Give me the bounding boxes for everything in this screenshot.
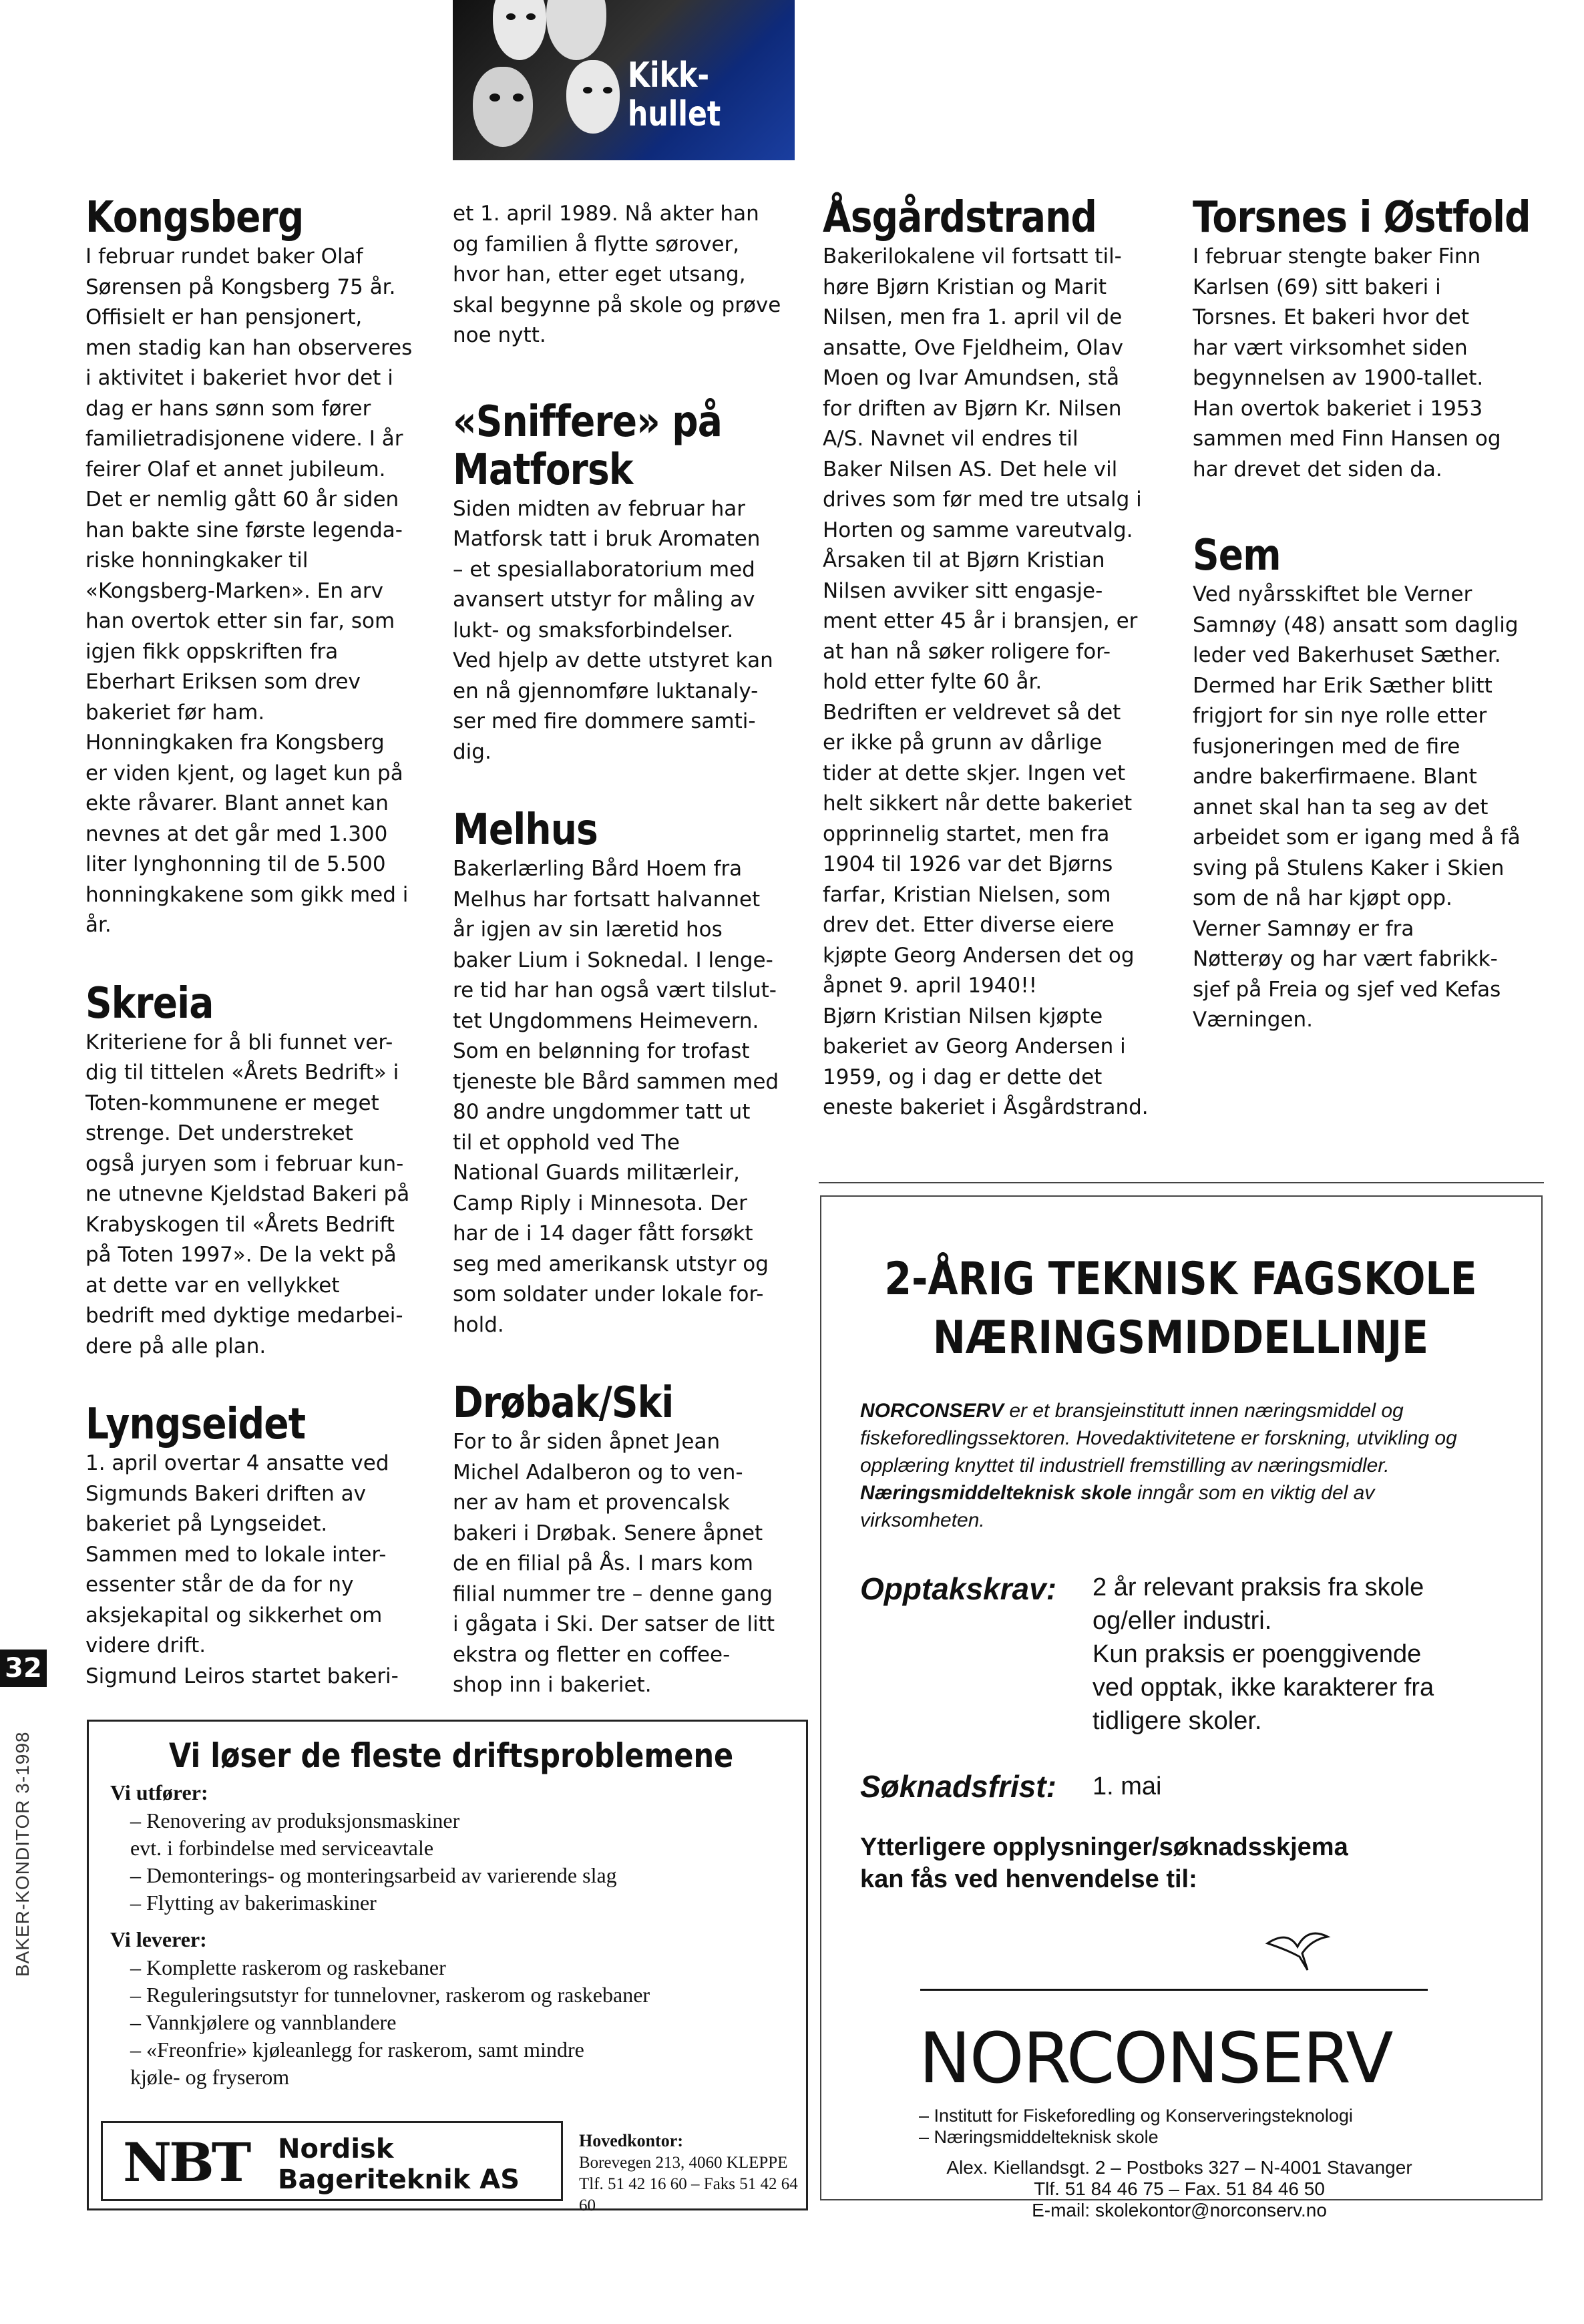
nbt-phone: Tlf. 51 42 16 60 – Faks 51 42 64 60	[579, 2175, 798, 2214]
kongsberg-heading: Kongsberg	[85, 193, 304, 242]
divider	[819, 1182, 1544, 1183]
nbt-office-info	[579, 2130, 806, 2216]
intro-text: er et bransjeinstitutt innen næringsmiddel og fiskeforedlingssektoren. Hovedaktivitetene er forskning, utvikling og opplæring knyttet til industriell fremstilling av næringsmidler.	[860, 1400, 1457, 1477]
school-name: Næringsmiddelteknisk skole	[860, 1482, 1132, 1504]
sem-heading: Sem	[1193, 531, 1281, 580]
list-item: – Demonterings- og monteringsarbeid av varierende slag	[130, 1863, 617, 1887]
page-number: 32	[0, 1650, 47, 1687]
column-3	[823, 194, 1170, 1123]
norconserv-logo: NORCONSERV	[919, 2017, 1392, 2099]
list-item: – Vannkjølere og vannblandere	[130, 2010, 397, 2034]
sniffere-text: Siden midten av februar har Matforsk tatt i bruk Aromaten – et spesiallaboratorium med avansert utstyr for måling av lukt- og smaksforbindelser. Ved hjelp av dette utstyret kan en nå gjennomføre luktanaly- ser med fire dommere samti- dig.	[453, 496, 773, 764]
mask-image	[493, 0, 546, 60]
mask-image	[546, 0, 606, 60]
nbt-ad-title: Vi løser de fleste driftsproblemene	[169, 1736, 734, 1775]
norconserv-advertisement	[833, 1210, 1528, 2220]
mask-image	[473, 67, 533, 147]
nbt-office-label: Hovedkontor:	[579, 2131, 683, 2150]
lyngseidet-text: 1. april overtar 4 ansatte ved Sigmunds Bakeri driften av bakeriet på Lyngseidet. Sammen med to lokale inter- essenter står de da for ny aksjekapital og sikkerhet om videre drift. Sigmund Leiros startet bakeri-	[85, 1451, 399, 1688]
more-info: Ytterligere opplysninger/søknadsskjema kan fås ved henvendelse til:	[860, 1833, 1348, 1893]
kikkhullet-header	[453, 0, 795, 160]
drobak-text: For to år siden åpnet Jean Michel Adalberon og to ven- ner av ham et provencalsk bakeri i Drøbak. Senere åpnet de en filial på Ås. I mars kom filial nummer tre – denne gang i gågata i Ski. Der satser de litt ekstra og fletter en coffee- shop inn i bakeriet.	[453, 1430, 775, 1697]
asgardstrand-text: Bakerilokalene vil fortsatt til- høre Bjørn Kristian og Marit Nilsen, men fra 1. april vil de ansatte, Ove Fjeldheim, Olav Moen og Ivar Amundsen, stå for driften av Bjørn Kr. Nilsen A/S. Navnet vil endres til Baker Nilsen AS. Det hele vil drives som før med tre utsalg i Horten og samme vareutvalg. Årsaken til at Bjørn Kristian Nilsen avviker sitt engasje- ment etter 45 år i bransjen, er at han nå søker roligere for- hold etter fylte 60 år. Bedriften er veldrevet så det er ikke på grunn av dårlige tider at dette skjer. Ingen vet helt sikkert når dette bakeriet opprinnelig startet, men fra 1904 til 1926 var det Bjørns farfar, Kristian Nielsen, som drev det. Etter diverse eiere kjøpte Georg Andersen det og åpnet 9. april 1940!! Bjørn Kristian Nilsen kjøpte bakeriet av Georg Andersen i 1959, og i dag er dette det eneste bakeriet i Åsgårdstrand.	[823, 244, 1149, 1119]
mask-image	[566, 60, 620, 134]
intro-text: inngår som en viktig del av virksomheten.	[860, 1482, 1375, 1531]
deadline-label: Søknadsfrist:	[860, 1769, 1056, 1804]
sem-text: Ved nyårsskiftet ble Verner Samnøy (48) ansatt som daglig leder ved Bakerhuset Sæther. Dermed har Erik Sæther blitt frigjort for sin nye rolle etter fusjoneringen med de fire andre bakerfirmaene. Blant annet skal han ta seg av det arbeidet som er igang med å få sving på Stulens Kaker i Skien som de nå har kjøpt opp. Verner Samnøy er fra Nøtterøy og har vært fabrikk- sjef på Freia og sjef ved Kefas Værningen.	[1193, 582, 1521, 1032]
deadline-value: 1. mai	[1093, 1772, 1162, 1800]
torsnes-text: I februar stengte baker Finn Karlsen (69) sitt bakeri i Torsnes. Et bakeri hvor det har vært virksomhet siden begynnelsen av 1900-tallet. Han overtok bakeriet i 1953 sammen med Finn Hansen og har drevet det siden da.	[1193, 244, 1501, 481]
mask-eye	[506, 13, 516, 20]
torsnes-heading: Torsnes i Østfold	[1193, 193, 1531, 242]
asgardstrand-heading: Åsgårdstrand	[823, 193, 1097, 242]
nbt-company-name: Nordisk Bageriteknik AS	[278, 2134, 520, 2195]
lyngseidet-continued: et 1. april 1989. Nå akter han og familien å flytte sørover, hvor han, etter eget utsang, skal begynne på skole og prøve noe nytt.	[453, 202, 781, 347]
nbt-supplies-label: Vi leverer:	[110, 1927, 207, 1951]
skreia-heading: Skreia	[85, 978, 214, 1028]
norconserv-ad-title: 2-ÅRIG TEKNISK FAGSKOLE NÆRINGSMIDDELLINJE	[884, 1253, 1477, 1364]
nbt-logo-box	[101, 2121, 563, 2201]
divider	[920, 1989, 1428, 1991]
requirements-text: 2 år relevant praksis fra skole og/eller industri. Kun praksis er poenggivende ved opptak, ikke karakterer fra tidligere skoler.	[1093, 1573, 1434, 1735]
mask-eye	[583, 87, 592, 93]
list-item: – Reguleringsutstyr for tunnelovner, raskerom og raskebaner	[130, 1983, 650, 2007]
drobak-heading: Drøbak/Ski	[453, 1378, 674, 1428]
norconserv-subtitle: – Institutt for Fiskeforedling og Konserveringsteknologi – Næringsmiddelteknisk skole	[919, 2106, 1353, 2147]
sniffere-heading: «Sniffere» på Matforsk	[453, 397, 723, 495]
org-name: NORCONSERV	[860, 1400, 1004, 1422]
list-item: – Renovering av produksjonsmaskiner evt. i forbindelse med serviceavtale	[130, 1808, 460, 1860]
section-title: Kikk- hullet	[628, 55, 721, 134]
mask-eye	[489, 93, 500, 102]
nbt-performs-list	[130, 1807, 617, 1917]
requirements-label: Opptakskrav:	[860, 1571, 1057, 1606]
melhus-heading: Melhus	[453, 805, 598, 855]
norconserv-intro	[860, 1397, 1501, 1534]
column-2	[453, 199, 800, 1701]
lyngseidet-heading: Lyngseidet	[85, 1400, 306, 1449]
skreia-text: Kriteriene for å bli funnet ver- dig til tittelen «Årets Bedrift» i Toten-kommunene er meget strenge. Det understreket også juryen som i februar kun- ne utnevne Kjeldstad Bakeri på Krabyskogen til «Årets Bedrift på Toten 1997». De la vekt på at dette var en vellykket bedrift med dyktige medarbei- dere på alle plan.	[85, 1030, 410, 1358]
magazine-footer: BAKER-KONDITOR 3-1998	[12, 1731, 33, 1977]
mask-eye	[526, 13, 536, 20]
nbt-performs-label: Vi utfører:	[110, 1780, 208, 1804]
norconserv-address: Alex. Kiellandsgt. 2 – Postboks 327 – N-4001 Stavanger Tlf. 51 84 46 75 – Fax. 51 84 46 50 E-mail: skolekontor@norconserv.no	[946, 2157, 1412, 2220]
list-item: – «Freonfrie» kjøleanlegg for raskerom, samt mindre kjøle- og fryserom	[130, 2038, 584, 2089]
nbt-supplies-list	[130, 1954, 650, 2091]
nbt-advertisement	[87, 1720, 808, 2214]
nbt-address: Borevegen 213, 4060 KLEPPE	[579, 2154, 788, 2172]
list-item: – Komplette raskerom og raskebaner	[130, 1955, 446, 1979]
nbt-logo-mark: NBT	[123, 2131, 249, 2194]
column-4	[1193, 194, 1540, 1036]
mask-eye	[603, 87, 612, 93]
list-item: – Flytting av bakerimaskiner	[130, 1891, 377, 1915]
melhus-text: Bakerlærling Bård Hoem fra Melhus har fortsatt halvannet år igjen av sin læretid hos baker Lium i Soknedal. I lenge- re tid har han også vært tilslut- tet Ungdommens Heimevern. Som en belønning for trofast tjeneste ble Bård sammen med 80 andre ungdommer tatt ut til et opphold ved The National Guards militærleir, Camp Riply i Minnesota. Der har de i 14 dager fått forsøkt seg med amerikansk utstyr og som soldater under lokale for- hold.	[453, 857, 779, 1337]
seagull-icon	[1261, 1923, 1334, 1977]
mask-eye	[513, 93, 524, 102]
column-1	[85, 194, 433, 1692]
kongsberg-text: I februar rundet baker Olaf Sørensen på Kongsberg 75 år. Offisielt er han pensjonert, men stadig kan han observeres i aktivitet i bakeriet hvor det i dag er hans sønn som fører familietradisjonene videre. I år feirer Olaf et annet jubileum. Det er nemlig gått 60 år siden han bakte sine første legenda- riske honningkaker til «Kongsberg-Marken». En arv han overtok etter sin far, som igjen fikk oppskriften fra Eberhart Eriksen som drev bakeriet før ham. Honningkaken fra Kongsberg er viden kjent, og laget kun på ekte råvarer. Blant annet kan nevnes at det går med 1.300 liter lynghonning til de 5.500 honningkakene som gikk med i år.	[85, 244, 413, 937]
